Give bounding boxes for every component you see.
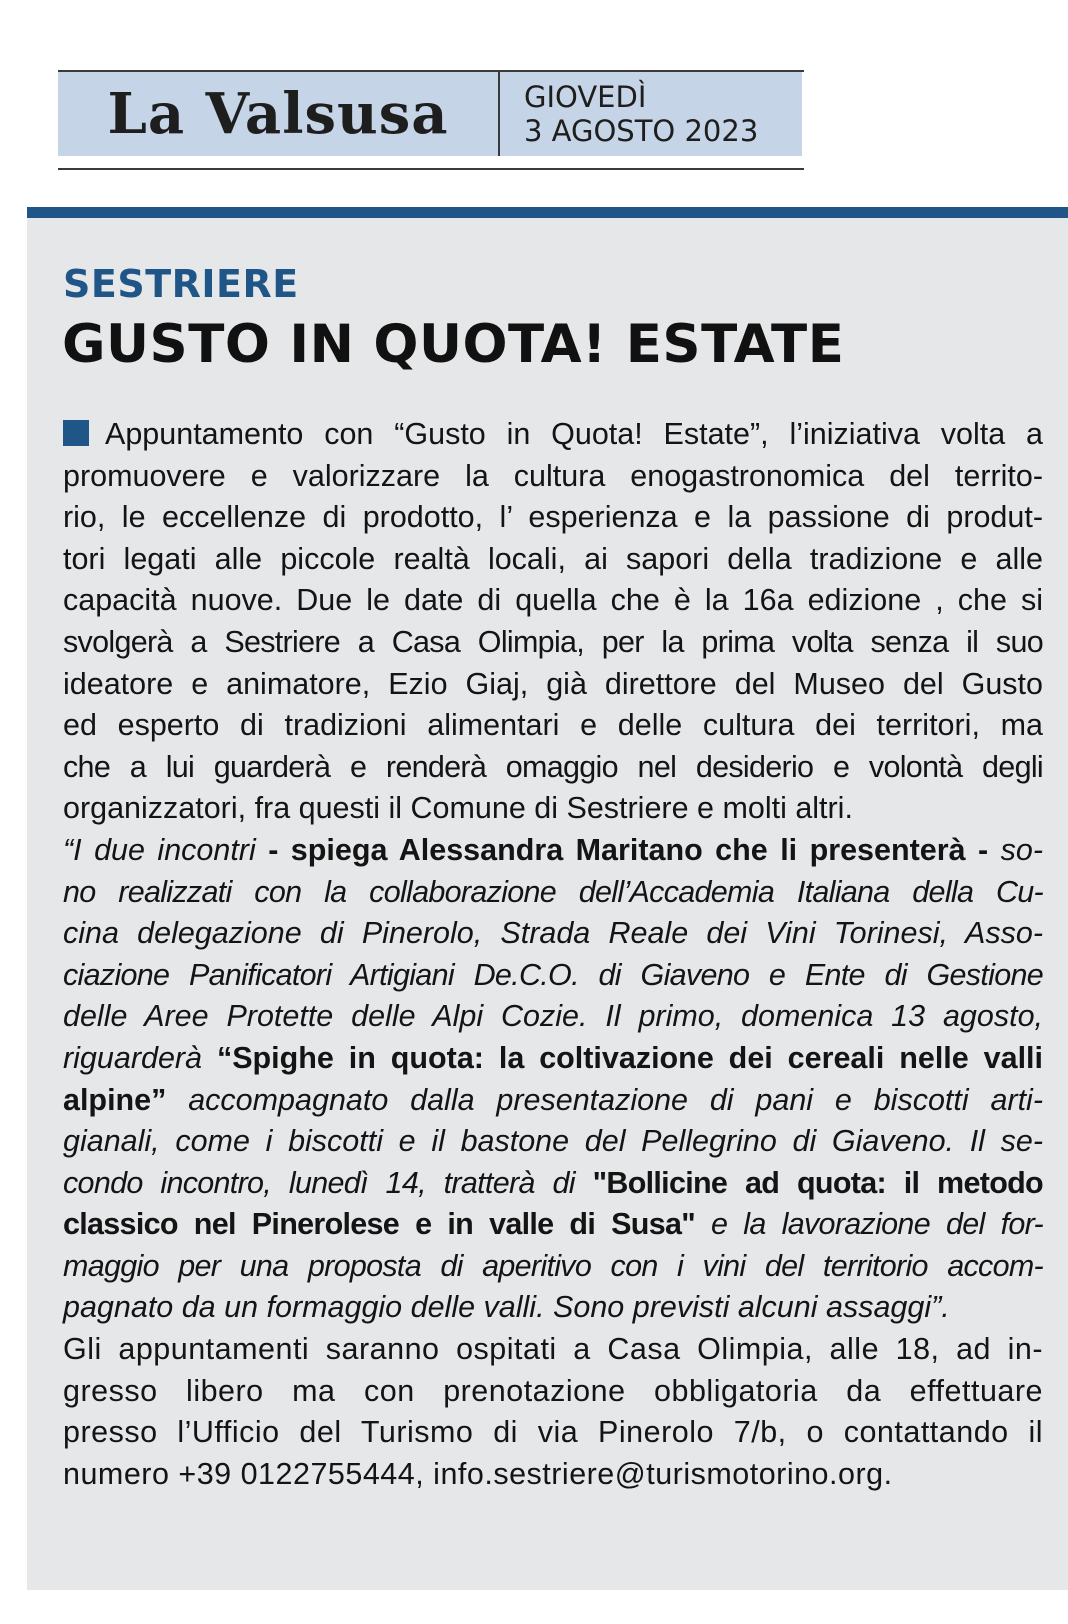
article-headline: GUSTO IN QUOTA! ESTATE — [62, 314, 845, 375]
event-title-2: "Bollicine ad quota: il metodo — [592, 1165, 1043, 1200]
body-line: Appuntamento con “Gusto in Quota! Estate”, l’iniziativa volta a — [63, 414, 1043, 456]
masthead — [58, 70, 804, 170]
quote-line: classico nel Pinerolese e in valle di Susa" e la lavorazione del for- — [63, 1207, 1043, 1242]
article-body — [63, 414, 1043, 1495]
closing-line: presso l’Ufficio del Turismo di via Pinerolo 7/b, o contattando il — [63, 1415, 1043, 1450]
quote-line: “I due incontri - spiega Alessandra Maritano che li presenterà - so- — [63, 832, 1043, 867]
article-kicker: SESTRIERE — [63, 262, 299, 306]
closing-line: numero +39 0122755444, info.sestriere@turismotorino.org. — [63, 1456, 893, 1491]
body-line: promuovere e valorizzare la cultura enogastronomica del territo- — [63, 458, 1043, 493]
quote-line: condo incontro, lunedì 14, tratterà di "Bollicine ad quota: il metodo — [63, 1165, 1043, 1200]
quote-line: alpine” accompagnato dalla presentazione di pani e biscotti arti- — [63, 1082, 1043, 1117]
quote-line: gianali, come i biscotti e il bastone del Pellegrino di Giaveno. Il se- — [63, 1124, 1043, 1159]
article-panel — [27, 218, 1068, 1590]
quote-line: ciazione Panificatori Artigiani De.C.O. di Giaveno e Ente di Gestione — [63, 957, 1043, 992]
newspaper-logo: La Valsusa — [58, 72, 498, 156]
quote-line: maggio per una proposta di aperitivo con i vini del territorio accom- — [63, 1248, 1043, 1283]
body-line: svolgerà a Sestriere a Casa Olimpia, per la prima volta senza il suo — [63, 624, 1043, 659]
closing-line: gresso libero ma con prenotazione obbligatoria da effettuare — [63, 1373, 1043, 1408]
issue-day: 3 AGOSTO 2023 — [524, 114, 759, 148]
issue-weekday: GIOVEDÌ — [524, 80, 647, 114]
body-line: rio, le eccellenze di prodotto, l’ esperienza e la passione di produt- — [63, 500, 1043, 535]
quote-line: no realizzati con la collaborazione dell’Accademia Italiana della Cu- — [63, 874, 1043, 909]
quote-line: cina delegazione di Pinerolo, Strada Reale dei Vini Torinesi, Asso- — [63, 916, 1043, 951]
quote-line: riguarderà “Spighe in quota: la coltivazione dei cereali nelle valli — [63, 1040, 1044, 1075]
closing-line: Gli appuntamenti saranno ospitati a Casa Olimpia, alle 18, ad in- — [63, 1332, 1043, 1367]
body-line: ed esperto di tradizioni alimentari e delle cultura dei territori, ma — [63, 708, 1043, 743]
square-bullet-icon — [63, 420, 89, 446]
section-rule — [27, 207, 1068, 218]
quote-line: pagnato da un formaggio delle valli. Sono previsti alcuni assaggi”. — [63, 1290, 950, 1325]
body-line: capacità nuove. Due le date di quella che è la 16a edizione , che si — [63, 583, 1043, 618]
event-title-2-end: classico nel Pinerolese e in valle di Susa" — [63, 1207, 696, 1242]
event-title-1: “Spighe in quota: la coltivazione dei cereali nelle valli — [216, 1040, 1044, 1075]
event-title-1-end: alpine” — [63, 1082, 167, 1117]
body-line: tori legati alle piccole realtà locali, ai sapori della tradizione e alle — [63, 541, 1043, 576]
issue-date — [500, 72, 802, 156]
body-line: organizzatori, fra questi il Comune di Sestriere e molti altri. — [63, 791, 853, 826]
body-line: che a lui guarderà e renderà omaggio nel desiderio e volontà degli — [63, 749, 1043, 784]
body-line: ideatore e animatore, Ezio Giaj, già direttore del Museo del Gusto — [63, 666, 1043, 701]
quote-line: delle Aree Protette delle Alpi Cozie. Il primo, domenica 13 agosto, — [63, 999, 1043, 1034]
